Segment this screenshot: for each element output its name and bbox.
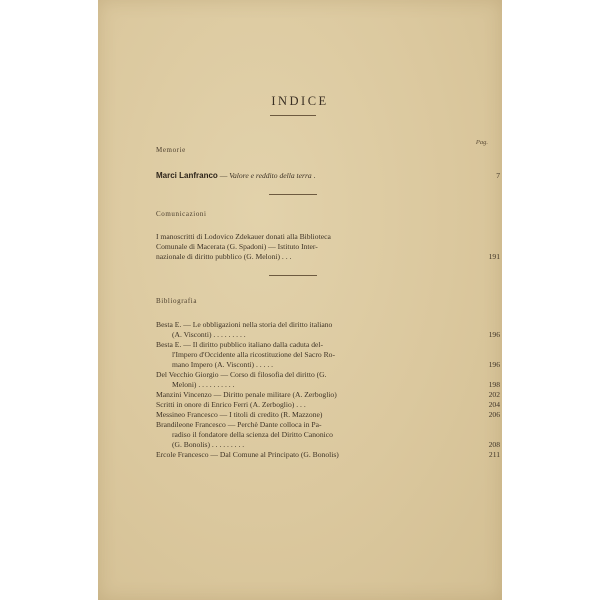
toc-line-text: nazionale di diritto pubblico (G. Meloni) . . .	[156, 252, 292, 261]
rule-after-memorie	[269, 194, 317, 195]
toc-line-page: 204	[488, 400, 500, 409]
section-heading-comunicazioni: Comunicazioni	[156, 210, 207, 218]
toc-line-text: Besta E. — Le obbligazioni nella storia del diritto italiano	[156, 320, 333, 329]
toc-line	[156, 380, 500, 390]
toc-line-text: l'Impero d'Occidente alla ricostituzione del Sacro Ro-	[172, 350, 335, 359]
memorie-author: Marci Lanfranco	[156, 171, 218, 180]
toc-line	[156, 330, 500, 340]
page-column-label: Pag.	[475, 139, 488, 146]
toc-line-text: Messineo Francesco — I titoli di credito (R. Mazzone)	[156, 410, 323, 419]
toc-line-text: Meloni) . . . . . . . . . .	[172, 380, 235, 389]
toc-line	[156, 430, 500, 440]
toc-line-text: Del Vecchio Giorgio — Corso di filosofia del diritto (G.	[156, 370, 327, 379]
toc-line	[156, 370, 500, 380]
toc-line-page: 211	[488, 450, 500, 459]
toc-line-text: (A. Visconti) . . . . . . . . .	[172, 330, 246, 339]
toc-line	[156, 390, 500, 400]
toc-line-page: 208	[488, 440, 500, 449]
toc-line	[156, 440, 500, 450]
toc-line-page: 206	[488, 410, 500, 419]
toc-line	[156, 242, 500, 252]
toc-line-text: Brandileone Francesco — Perchè Dante colloca in Pa-	[156, 420, 322, 429]
memorie-page: 7	[496, 171, 500, 180]
toc-line	[156, 232, 500, 242]
rule-after-comunicazioni	[269, 275, 317, 276]
page-title: INDICE	[271, 94, 329, 108]
toc-line	[156, 420, 500, 430]
bibliografia-list	[156, 320, 500, 460]
toc-line-text: Scritti in onore di Enrico Ferri (A. Zerboglio) . . .	[156, 400, 306, 409]
toc-line-page: 196	[488, 360, 500, 369]
toc-line-text: Manzini Vincenzo — Diritto penale militare (A. Zerboglio)	[156, 390, 337, 399]
memorie-dots: .	[311, 171, 316, 180]
toc-line	[156, 320, 500, 330]
section-heading-bibliografia: Bibliografia	[156, 297, 198, 305]
comunicazioni-list	[156, 232, 500, 262]
toc-line-text: radiso il fondatore della scienza del Diritto Canonico	[172, 430, 333, 439]
book-page	[98, 0, 502, 600]
toc-line-page: 191	[488, 252, 500, 261]
toc-line	[156, 400, 500, 410]
toc-line-text: Ercole Francesco — Dal Comune al Principato (G. Bonolis)	[156, 450, 339, 459]
toc-line	[156, 252, 500, 262]
title-rule	[270, 115, 316, 116]
toc-line-page: 198	[488, 380, 500, 389]
toc-line-text: (G. Bonolis) . . . . . . . . .	[172, 440, 245, 449]
memorie-title: Valore e reddito della terra	[229, 171, 312, 180]
toc-line-page: 202	[488, 390, 500, 399]
toc-line	[156, 450, 500, 460]
toc-line	[156, 410, 500, 420]
toc-line	[156, 340, 500, 350]
toc-line-text: Comunale di Macerata (G. Spadoni) — Istituto Inter-	[156, 242, 318, 251]
section-heading-memorie: Memorie	[156, 146, 186, 154]
toc-line-page: 196	[488, 330, 500, 339]
memorie-entry	[156, 171, 500, 181]
memorie-dash: —	[217, 171, 230, 180]
toc-line	[156, 360, 500, 370]
toc-line-text: Besta E. — Il diritto pubblico italiano dalla caduta del-	[156, 340, 324, 349]
toc-line-text: mano Impero (A. Visconti) . . . . .	[172, 360, 274, 369]
toc-line	[156, 350, 500, 360]
toc-line-text: I manoscritti di Lodovico Zdekauer donati alla Biblioteca	[156, 232, 331, 241]
